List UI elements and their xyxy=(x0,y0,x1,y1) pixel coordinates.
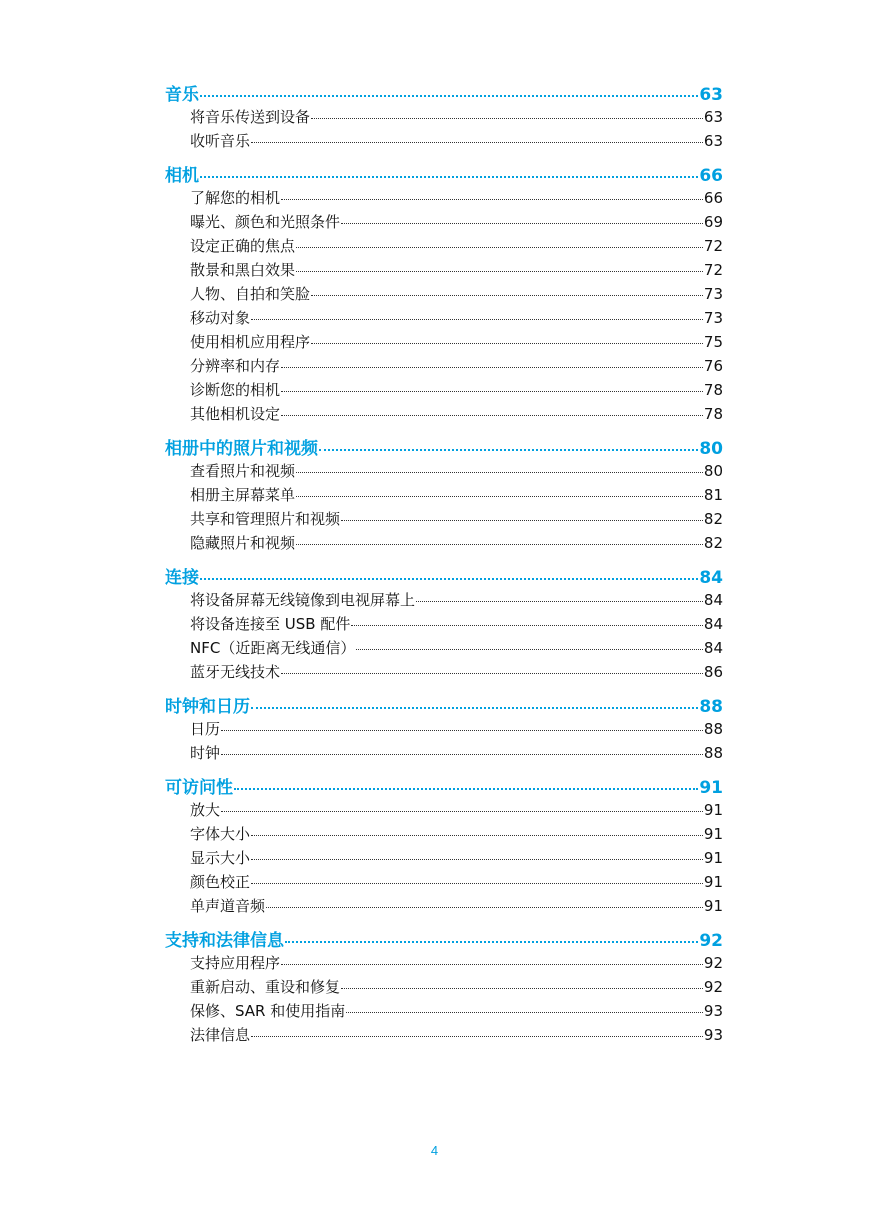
toc-chapter-page: 63 xyxy=(699,85,723,105)
toc-subsection-title: 使用相机应用程序 xyxy=(190,333,311,351)
toc-chapter-page: 84 xyxy=(699,568,723,588)
toc-subsection-page: 72 xyxy=(703,261,723,279)
toc-subsection-title: 颜色校正 xyxy=(190,873,251,891)
dot-leader xyxy=(200,159,698,178)
toc-subsection-page: 66 xyxy=(703,189,723,207)
dot-leader xyxy=(341,973,703,989)
toc-subsection-title: 其他相机设定 xyxy=(190,405,281,423)
dot-leader xyxy=(251,127,703,143)
toc-subsection-title: 放大 xyxy=(190,801,221,819)
dot-leader xyxy=(311,328,703,344)
toc-section xyxy=(165,161,723,427)
toc-chapter-title: 时钟和日历 xyxy=(165,697,250,717)
table-of-contents xyxy=(165,80,723,1055)
dot-leader xyxy=(341,505,703,521)
dot-leader xyxy=(296,457,703,473)
toc-subsection-title: 重新启动、重设和修复 xyxy=(190,978,341,996)
dot-leader xyxy=(200,561,698,580)
toc-subsection-title: NFC（近距离无线通信） xyxy=(190,639,356,657)
toc-subsection-title: 曝光、颜色和光照条件 xyxy=(190,213,341,231)
dot-leader xyxy=(221,715,703,731)
toc-subsection-title: 散景和黑白效果 xyxy=(190,261,296,279)
toc-subsection-page: 69 xyxy=(703,213,723,231)
dot-leader xyxy=(356,634,703,650)
toc-chapter-page: 92 xyxy=(699,931,723,951)
toc-section xyxy=(165,434,723,556)
toc-subsection-page: 82 xyxy=(703,510,723,528)
toc-subsection-title: 分辨率和内存 xyxy=(190,357,281,375)
toc-subsection-title: 日历 xyxy=(190,720,221,738)
toc-subsection-title: 查看照片和视频 xyxy=(190,462,296,480)
toc-subsection-page: 84 xyxy=(703,615,723,633)
toc-subsection-page: 92 xyxy=(703,954,723,972)
toc-subsection-entry[interactable] xyxy=(165,1024,723,1048)
toc-subsection-page: 75 xyxy=(703,333,723,351)
toc-subsection-page: 78 xyxy=(703,381,723,399)
toc-subsection-page: 88 xyxy=(703,744,723,762)
toc-section xyxy=(165,80,723,154)
toc-chapter-page: 88 xyxy=(699,697,723,717)
toc-subsection-title: 将设备连接至 USB 配件 xyxy=(190,615,351,633)
toc-subsection-page: 72 xyxy=(703,237,723,255)
toc-chapter-title: 相机 xyxy=(165,166,199,186)
toc-subsection-title: 法律信息 xyxy=(190,1026,251,1044)
page-number: 4 xyxy=(430,1143,439,1158)
toc-subsection-page: 93 xyxy=(703,1002,723,1020)
dot-leader xyxy=(281,949,703,965)
toc-subsection-page: 63 xyxy=(703,108,723,126)
toc-subsection-page: 91 xyxy=(703,897,723,915)
toc-subsection-page: 92 xyxy=(703,978,723,996)
toc-subsection-title: 支持应用程序 xyxy=(190,954,281,972)
toc-chapter-page: 80 xyxy=(699,439,723,459)
dot-leader xyxy=(346,997,703,1013)
toc-subsection-title: 时钟 xyxy=(190,744,221,762)
dot-leader xyxy=(296,256,703,272)
dot-leader xyxy=(416,586,703,602)
toc-section xyxy=(165,773,723,919)
toc-chapter-title: 连接 xyxy=(165,568,199,588)
toc-subsection-page: 86 xyxy=(703,663,723,681)
toc-section xyxy=(165,692,723,766)
toc-subsection-entry[interactable] xyxy=(165,661,723,685)
toc-subsection-title: 设定正确的焦点 xyxy=(190,237,296,255)
toc-subsection-title: 了解您的相机 xyxy=(190,189,281,207)
dot-leader xyxy=(251,820,703,836)
toc-subsection-title: 单声道音频 xyxy=(190,897,266,915)
dot-leader xyxy=(221,796,703,812)
toc-subsection-page: 84 xyxy=(703,591,723,609)
toc-chapter-title: 可访问性 xyxy=(165,778,233,798)
toc-subsection-title: 保修、SAR 和使用指南 xyxy=(190,1002,346,1020)
toc-subsection-title: 人物、自拍和笑脸 xyxy=(190,285,311,303)
dot-leader xyxy=(285,924,698,943)
toc-subsection-page: 91 xyxy=(703,801,723,819)
dot-leader xyxy=(251,844,703,860)
toc-subsection-page: 80 xyxy=(703,462,723,480)
toc-subsection-page: 91 xyxy=(703,849,723,867)
toc-subsection-title: 将音乐传送到设备 xyxy=(190,108,311,126)
dot-leader xyxy=(296,529,703,545)
dot-leader xyxy=(200,78,698,97)
dot-leader xyxy=(234,771,698,790)
toc-subsection-page: 76 xyxy=(703,357,723,375)
dot-leader xyxy=(266,892,703,908)
dot-leader xyxy=(311,280,703,296)
toc-subsection-entry[interactable] xyxy=(165,895,723,919)
toc-subsection-page: 73 xyxy=(703,309,723,327)
toc-subsection-entry[interactable] xyxy=(165,130,723,154)
dot-leader xyxy=(341,208,703,224)
toc-section xyxy=(165,926,723,1048)
toc-subsection-page: 84 xyxy=(703,639,723,657)
dot-leader xyxy=(251,868,703,884)
dot-leader xyxy=(251,304,703,320)
toc-subsection-page: 81 xyxy=(703,486,723,504)
dot-leader xyxy=(251,1021,703,1037)
toc-subsection-page: 82 xyxy=(703,534,723,552)
toc-subsection-title: 将设备屏幕无线镜像到电视屏幕上 xyxy=(190,591,416,609)
dot-leader xyxy=(296,232,703,248)
toc-subsection-title: 相册主屏幕菜单 xyxy=(190,486,296,504)
toc-subsection-page: 91 xyxy=(703,825,723,843)
dot-leader xyxy=(221,739,703,755)
toc-subsection-page: 73 xyxy=(703,285,723,303)
toc-subsection-title: 收听音乐 xyxy=(190,132,251,150)
toc-chapter-page: 91 xyxy=(699,778,723,798)
toc-subsection-page: 93 xyxy=(703,1026,723,1044)
dot-leader xyxy=(281,658,703,674)
toc-subsection-title: 蓝牙无线技术 xyxy=(190,663,281,681)
toc-subsection-page: 63 xyxy=(703,132,723,150)
toc-chapter-page: 66 xyxy=(699,166,723,186)
toc-subsection-entry[interactable] xyxy=(165,742,723,766)
dot-leader xyxy=(311,103,703,119)
toc-chapter-title: 支持和法律信息 xyxy=(165,931,284,951)
dot-leader xyxy=(251,690,698,709)
toc-subsection-title: 显示大小 xyxy=(190,849,251,867)
toc-chapter-title: 相册中的照片和视频 xyxy=(165,439,318,459)
toc-subsection-title: 字体大小 xyxy=(190,825,251,843)
dot-leader xyxy=(319,432,698,451)
toc-chapter-title: 音乐 xyxy=(165,85,199,105)
toc-section xyxy=(165,563,723,685)
toc-subsection-entry[interactable] xyxy=(165,532,723,556)
dot-leader xyxy=(281,184,703,200)
dot-leader xyxy=(281,352,703,368)
toc-subsection-title: 隐藏照片和视频 xyxy=(190,534,296,552)
dot-leader xyxy=(296,481,703,497)
toc-subsection-page: 91 xyxy=(703,873,723,891)
toc-subsection-title: 诊断您的相机 xyxy=(190,381,281,399)
dot-leader xyxy=(281,376,703,392)
dot-leader xyxy=(281,400,703,416)
toc-subsection-page: 88 xyxy=(703,720,723,738)
dot-leader xyxy=(351,610,703,626)
toc-subsection-entry[interactable] xyxy=(165,403,723,427)
toc-subsection-page: 78 xyxy=(703,405,723,423)
toc-subsection-title: 共享和管理照片和视频 xyxy=(190,510,341,528)
toc-subsection-title: 移动对象 xyxy=(190,309,251,327)
